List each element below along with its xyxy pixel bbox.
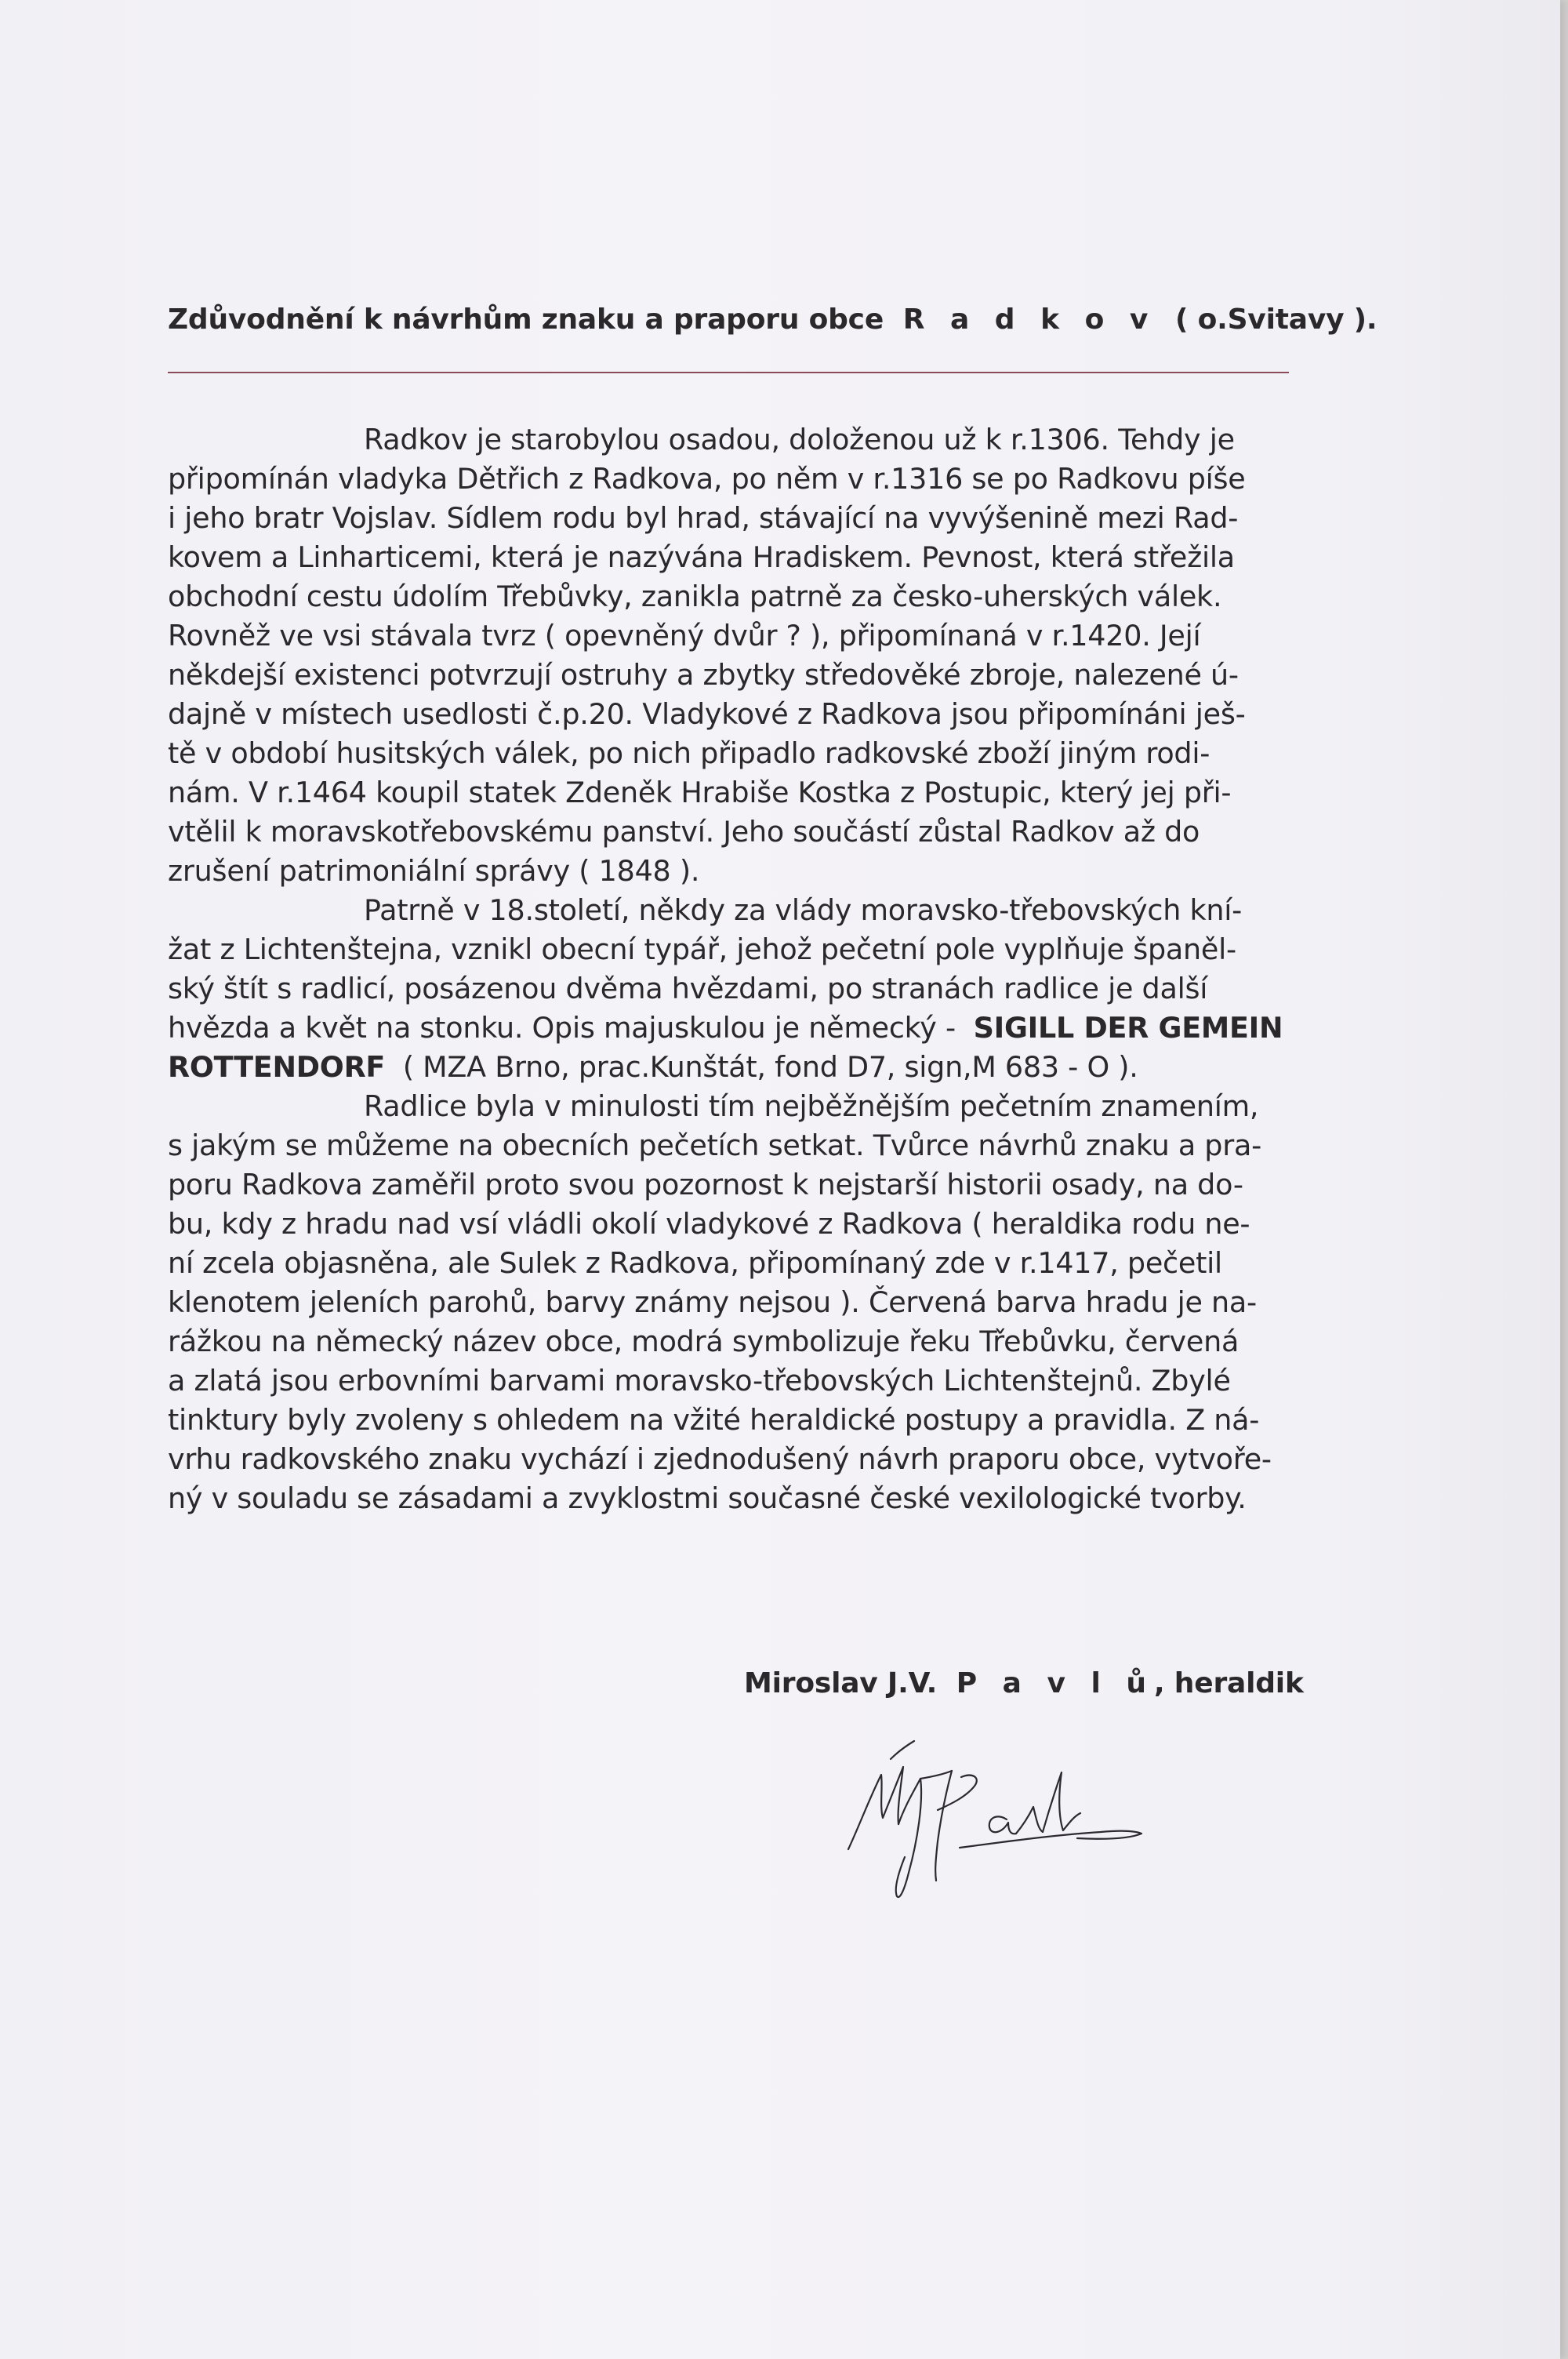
document-title (168, 296, 1377, 343)
body-line (168, 1009, 1297, 1048)
handwritten-signature (842, 1732, 1148, 1912)
body-line: obchodní cestu údolím Třebůvky, zanikla patrně za česko-uherských válek. (168, 580, 1222, 613)
body-line: tě v období husitských válek, po nich připadlo radkovské zboží jiným rodi- (168, 736, 1210, 770)
body-line: dajně v místech usedlosti č.p.20. Vladykové z Radkova jsou připomínáni ješ- (168, 697, 1246, 731)
body-line: klenotem jeleních parohů, barvy známy nejsou ). Červená barva hradu je na- (168, 1285, 1257, 1319)
body-line: i jeho bratr Vojslav. Sídlem rodu byl hrad, stávající na vyvýšenině mezi Rad- (168, 501, 1239, 535)
body-line: Radkov je starobylou osadou, doloženou už k r.1306. Tehdy je (364, 423, 1235, 456)
body-line-text: ( MZA Brno, prac.Kunštát, fond D7, sign,M 683 - O ). (402, 1050, 1138, 1084)
body-line: Radlice byla v minulosti tím nejběžnějším pečetním znamením, (364, 1089, 1259, 1123)
body-line: žat z Lichtenštejna, vznikl obecní typář, jehož pečetní pole vyplňuje španěl- (168, 932, 1236, 966)
body-line: Patrně v 18.století, někdy za vlády moravsko-třebovských kní- (364, 893, 1243, 927)
body-line: tinktury byly zvoleny s ohledem na vžité heraldické postupy a pravidla. Z ná- (168, 1403, 1260, 1437)
body-line: zrušení patrimoniální správy ( 1848 ). (168, 854, 700, 888)
body-line: poru Radkova zaměřil proto svou pozornost k nejstarší historii osady, na do- (168, 1168, 1243, 1201)
body-line: bu, kdy z hradu nad vsí vládli okolí vladykové z Radkova ( heraldika rodu ne- (168, 1207, 1250, 1241)
body-line: někdejší existenci potvrzují ostruhy a zbytky středověké zbroje, nalezené ú- (168, 658, 1239, 692)
author-role: , heraldik (1154, 1667, 1304, 1699)
document (168, 296, 1377, 1699)
body-line-text: hvězda a květ na stonku. Opis majuskulou je německý - (168, 1011, 956, 1045)
body-line: Rovněž ve vsi stávala tvrz ( opevněný dvůr ? ), připomínaná v r.1420. Její (168, 619, 1201, 652)
title-suffix: ( o.Svitavy ). (1174, 304, 1377, 336)
title-underline (168, 372, 1289, 373)
author-name: Miroslav J.V. (744, 1667, 938, 1699)
body-line: ní zcela objasněna, ale Sulek z Radkova, připomínaný zde v r.1417, pečetil (168, 1246, 1222, 1280)
body-line: vrhu radkovského znaku vychází i zjednodušený návrh praporu obce, vytvoře- (168, 1442, 1272, 1476)
seal-inscription-part2: ROTTENDORF (168, 1050, 386, 1084)
body-line: kovem a Linharticemi, která je nazývána Hradiskem. Pevnost, která střežila (168, 540, 1235, 574)
document-body (168, 420, 1297, 1518)
title-prefix: Zdůvodnění k návrhům znaku a praporu obce (168, 304, 884, 336)
seal-inscription-part1: SIGILL DER GEMEIN (973, 1011, 1283, 1045)
author-signature-line (744, 1667, 1304, 1699)
author-surname: P a v l ů (956, 1667, 1154, 1699)
title-municipality: R a d k o v (902, 304, 1156, 336)
body-line: s jakým se můžeme na obecních pečetích setkat. Tvůrce návrhů znaku a pra- (168, 1129, 1262, 1162)
body-line: vtělil k moravskotřebovskému panství. Jeho součástí zůstal Radkov až do (168, 815, 1200, 849)
body-line: ský štít s radlicí, posázenou dvěma hvězdami, po stranách radlice je další (168, 972, 1208, 1005)
body-line: rážkou na německý název obce, modrá symbolizuje řeku Třebůvku, červená (168, 1325, 1240, 1358)
body-line: a zlatá jsou erbovními barvami moravsko-třebovských Lichtenštejnů. Zbylé (168, 1364, 1231, 1398)
body-line: nám. V r.1464 koupil statek Zdeněk Hrabiše Kostka z Postupic, který jej při- (168, 776, 1232, 809)
body-line (168, 1048, 1297, 1087)
body-line: připomínán vladyka Dětřich z Radkova, po něm v r.1316 se po Radkovu píše (168, 462, 1246, 496)
body-line: ný v souladu se zásadami a zvyklostmi současné české vexilologické tvorby. (168, 1481, 1247, 1515)
